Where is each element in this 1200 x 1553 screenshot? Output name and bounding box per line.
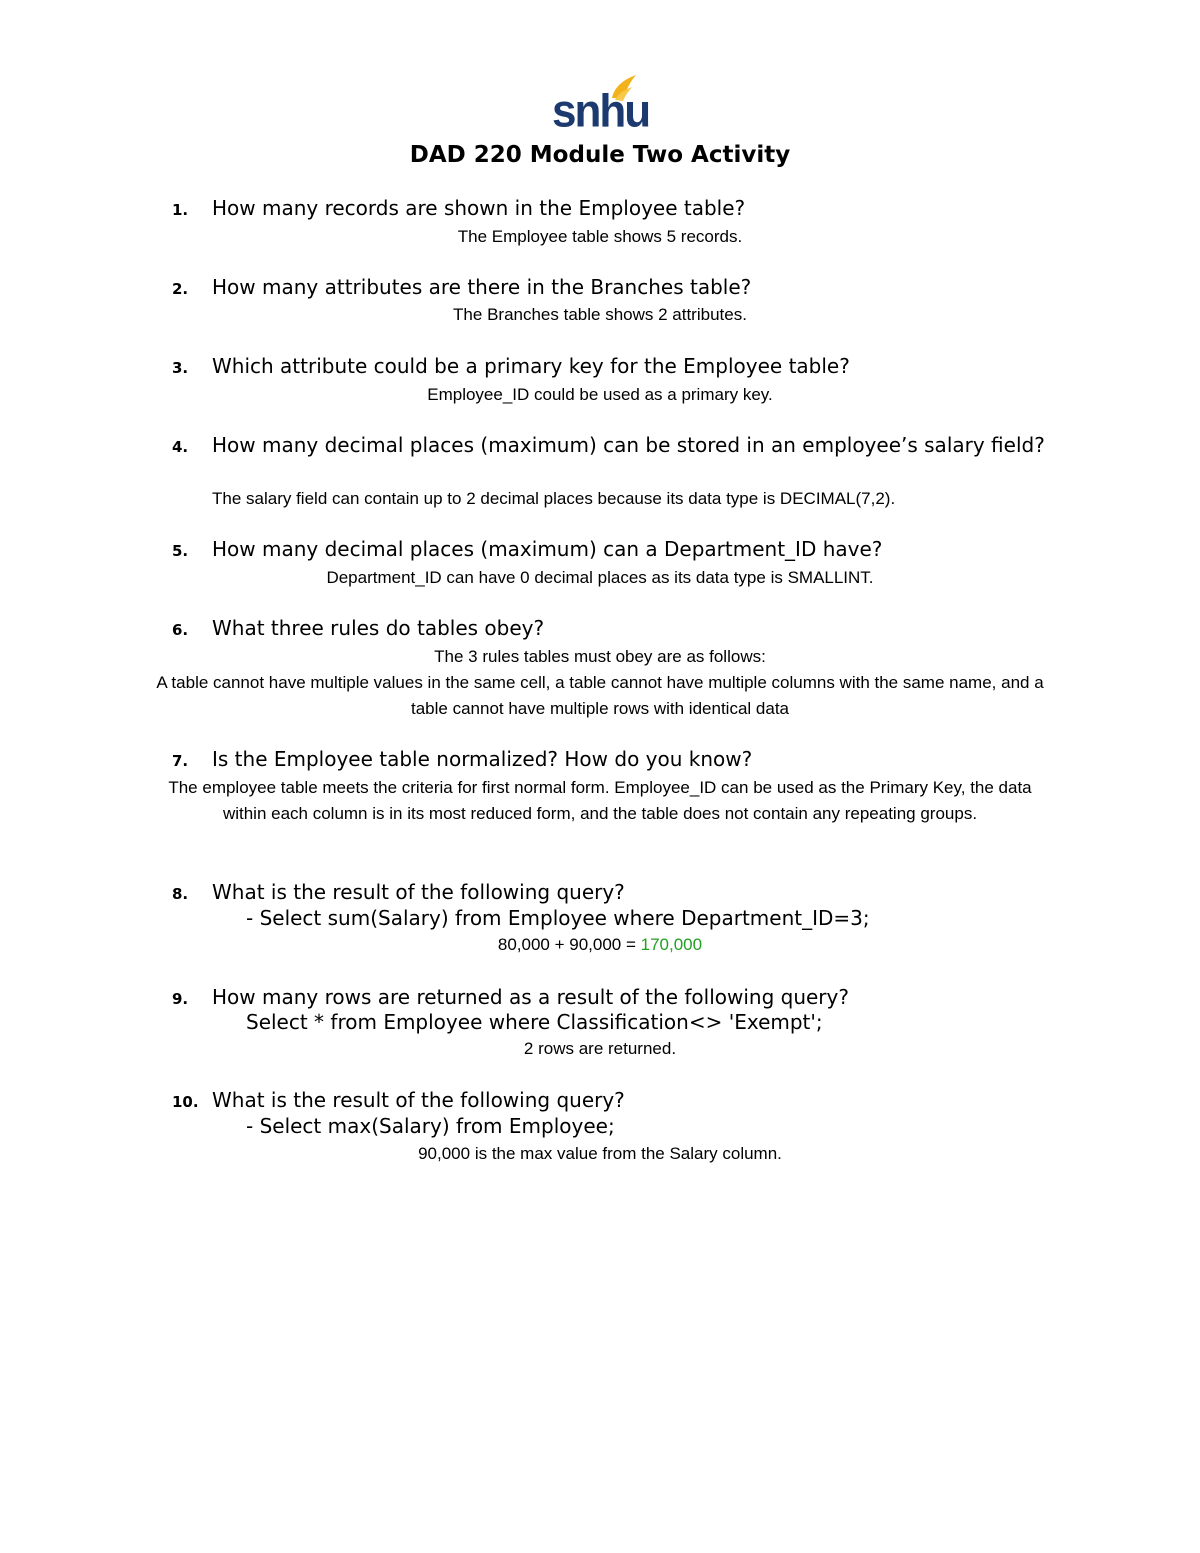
question-number: 2. — [172, 280, 189, 298]
question-text: How many decimal places (maximum) can a Department_ID have? — [212, 537, 883, 561]
question-text: Which attribute could be a primary key for the Employee table? — [212, 354, 850, 378]
snhu-logo — [552, 72, 650, 138]
question-text: What is the result of the following query? — [212, 1088, 625, 1112]
logo-text: snhu — [552, 85, 650, 138]
question-number: 10. — [172, 1093, 199, 1111]
question-number: 4. — [172, 438, 189, 456]
answer-6-body: A table cannot have multiple values in the same cell, a table cannot have multiple columns with the same name, and a table cannot have multiple rows with identical data — [156, 673, 1044, 718]
question-text: How many rows are returned as a result of the following query? — [212, 985, 849, 1009]
question-text: How many decimal places (maximum) can be stored in an employee’s salary field? — [212, 433, 1045, 457]
answer-7: The employee table meets the criteria for first normal form. Employee_ID can be used as the Primary Key, the data within each column is in its most reduced form, and the table does not contain any repeating groups. — [168, 778, 1032, 823]
question-text: How many records are shown in the Employee table? — [212, 196, 746, 220]
sql-query-8: - Select sum(Salary) from Employee where Department_ID=3; — [246, 906, 870, 930]
question-number: 7. — [172, 752, 189, 770]
sql-query-9: Select * from Employee where Classification<> 'Exempt'; — [246, 1010, 823, 1034]
answer-4: The salary field can contain up to 2 decimal places because its data type is DECIMAL(7,2). — [212, 489, 896, 508]
answer-3: Employee_ID could be used as a primary key. — [427, 385, 773, 404]
question-number: 6. — [172, 621, 189, 639]
question-text: How many attributes are there in the Branches table? — [212, 275, 752, 299]
question-number: 3. — [172, 359, 189, 377]
sql-query-10: - Select max(Salary) from Employee; — [246, 1114, 615, 1138]
answer-8-result: 170,000 — [640, 935, 703, 954]
answer-10: 90,000 is the max value from the Salary column. — [418, 1144, 782, 1163]
answer-6-intro: The 3 rules tables must obey are as follows: — [434, 647, 766, 666]
question-text: What is the result of the following query? — [212, 880, 625, 904]
answer-9: 2 rows are returned. — [523, 1039, 677, 1058]
question-number: 9. — [172, 990, 189, 1008]
answer-5: Department_ID can have 0 decimal places as its data type is SMALLINT. — [326, 568, 874, 587]
question-number: 5. — [172, 542, 189, 560]
page-title: DAD 220 Module Two Activity — [409, 142, 791, 168]
question-text: What three rules do tables obey? — [212, 616, 545, 640]
question-number: 1. — [172, 201, 189, 219]
question-number: 8. — [172, 885, 189, 903]
answer-8 — [0, 932, 1200, 958]
question-text: Is the Employee table normalized? How do you know? — [212, 747, 753, 771]
answer-2: The Branches table shows 2 attributes. — [453, 305, 747, 324]
answer-1: The Employee table shows 5 records. — [457, 227, 743, 246]
answer-8-expression: 80,000 + 90,000 = — [497, 935, 641, 954]
